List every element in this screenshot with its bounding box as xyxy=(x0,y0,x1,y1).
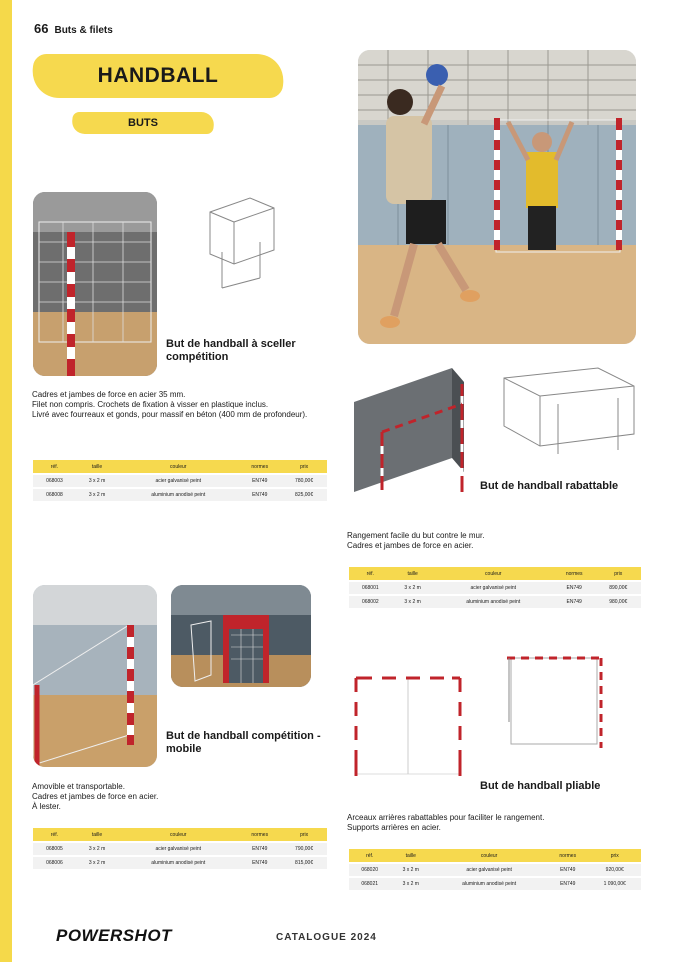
hero-photo-handball-players xyxy=(358,50,636,344)
cell-norms: EN749 xyxy=(553,595,596,608)
col-size: taille xyxy=(76,460,118,474)
table-row xyxy=(349,581,641,595)
desc-line: Arceaux arrières rabattables pour faciliter le rangement. xyxy=(347,813,545,822)
cell-ref: 068001 xyxy=(349,581,392,595)
cell-ref: 068005 xyxy=(33,842,76,856)
price-table-pliable xyxy=(349,849,641,890)
section-name: Buts & filets xyxy=(54,25,113,36)
cell-norms: EN749 xyxy=(553,581,596,595)
desc-line: Supports arrières en acier. xyxy=(347,823,441,832)
col-ref: réf. xyxy=(33,460,76,474)
cell-ref: 068002 xyxy=(349,595,392,608)
cell-price: 815,00€ xyxy=(281,856,327,869)
cell-price: 790,00€ xyxy=(281,842,327,856)
product-desc-pliable xyxy=(347,813,647,833)
col-size: taille xyxy=(390,849,431,863)
table-header-row xyxy=(349,849,641,863)
desc-line: Cadres et jambes de force en acier. xyxy=(32,792,159,801)
desc-line: Cadres et jambes de force en acier 35 mm. xyxy=(32,390,186,399)
page-title: HANDBALL xyxy=(97,64,219,87)
cell-norms: EN749 xyxy=(238,488,281,501)
cell-ref: 068020 xyxy=(349,863,390,877)
cell-norms: EN749 xyxy=(238,856,281,869)
desc-line: Livré avec fourreaux et gonds, pour massif en béton (400 mm de profondeur). xyxy=(32,410,308,419)
col-price: prix xyxy=(588,849,641,863)
desc-line: Rangement facile du but contre le mur. xyxy=(347,531,485,540)
col-color: couleur xyxy=(118,828,238,842)
col-ref: réf. xyxy=(349,849,390,863)
col-ref: réf. xyxy=(349,567,392,581)
product-desc-mobile xyxy=(32,782,232,812)
cell-size: 3 x 2 m xyxy=(76,856,118,869)
cell-size: 3 x 2 m xyxy=(390,877,431,890)
price-table-rabattable xyxy=(349,567,641,608)
cell-size: 3 x 2 m xyxy=(76,488,118,501)
price-table-mobile xyxy=(33,828,327,869)
page-number: 66 xyxy=(34,21,49,36)
cell-norms: EN749 xyxy=(238,474,281,488)
product-sketch-pliable xyxy=(505,652,605,752)
product-desc-rabattable xyxy=(347,531,647,551)
col-price: prix xyxy=(281,460,327,474)
cell-color: acier galvanisé peint xyxy=(118,842,238,856)
desc-line: À lester. xyxy=(32,802,61,811)
cell-norms: EN749 xyxy=(547,863,588,877)
desc-line: Amovible et transportable. xyxy=(32,782,125,791)
product-title-rabattable: But de handball rabattable xyxy=(480,480,619,492)
table-row xyxy=(33,856,327,869)
table-row xyxy=(349,877,641,890)
page-subtitle: BUTS xyxy=(128,117,158,129)
cell-norms: EN749 xyxy=(238,842,281,856)
brand-logo: POWERSHOT xyxy=(56,926,172,945)
col-price: prix xyxy=(281,828,327,842)
table-row xyxy=(349,595,641,608)
cell-color: aluminium anodisé peint xyxy=(118,488,238,501)
col-color: couleur xyxy=(118,460,238,474)
cell-price: 780,00€ xyxy=(281,474,327,488)
cell-color: aluminium anodisé peint xyxy=(434,595,553,608)
desc-line: Cadres et jambes de force en acier. xyxy=(347,541,474,550)
table-row xyxy=(33,474,327,488)
product-photo-rabattable xyxy=(352,362,470,492)
cell-price: 980,00€ xyxy=(595,595,641,608)
cell-ref: 068008 xyxy=(33,488,76,501)
price-table-sceller xyxy=(33,460,327,501)
col-size: taille xyxy=(76,828,118,842)
cell-price: 920,00€ xyxy=(588,863,641,877)
cell-color: acier galvanisé peint xyxy=(434,581,553,595)
product-desc-sceller xyxy=(32,390,332,420)
cell-ref: 068003 xyxy=(33,474,76,488)
product-sketch-rabattable xyxy=(498,364,638,456)
product-title-mobile: But de handball compétition - mobile xyxy=(166,730,321,755)
table-row xyxy=(349,863,641,877)
product-title-sceller: But de handball à sceller compétition xyxy=(166,338,296,363)
col-size: taille xyxy=(392,567,434,581)
table-row xyxy=(33,488,327,501)
cell-ref: 068021 xyxy=(349,877,390,890)
cell-ref: 068006 xyxy=(33,856,76,869)
cell-color: aluminium anodisé peint xyxy=(118,856,238,869)
cell-size: 3 x 2 m xyxy=(392,595,434,608)
cell-color: acier galvanisé peint xyxy=(118,474,238,488)
catalog-label: CATALOGUE 2024 xyxy=(276,932,377,943)
col-ref: réf. xyxy=(33,828,76,842)
cell-price: 825,00€ xyxy=(281,488,327,501)
col-color: couleur xyxy=(434,567,553,581)
col-price: prix xyxy=(595,567,641,581)
col-norms: normes xyxy=(547,849,588,863)
product-sketch-sceller xyxy=(200,192,278,298)
cell-color: aluminium anodisé peint xyxy=(431,877,547,890)
sidebar-accent-bar xyxy=(0,0,12,962)
cell-price: 1 090,00€ xyxy=(588,877,641,890)
col-norms: normes xyxy=(238,828,281,842)
product-photo-pliable xyxy=(352,672,464,782)
col-color: couleur xyxy=(431,849,547,863)
cell-size: 3 x 2 m xyxy=(390,863,431,877)
table-header-row xyxy=(33,828,327,842)
table-header-row xyxy=(33,460,327,474)
cell-color: acier galvanisé peint xyxy=(431,863,547,877)
cell-size: 3 x 2 m xyxy=(76,842,118,856)
table-row xyxy=(33,842,327,856)
table-header-row xyxy=(349,567,641,581)
product-photo-mobile xyxy=(33,585,157,767)
cell-norms: EN749 xyxy=(547,877,588,890)
col-norms: normes xyxy=(238,460,281,474)
col-norms: normes xyxy=(553,567,596,581)
desc-line: Filet non compris. Crochets de fixation à visser en plastique inclus. xyxy=(32,400,269,409)
page-header xyxy=(34,21,113,36)
cell-size: 3 x 2 m xyxy=(76,474,118,488)
product-photo-sceller xyxy=(33,192,157,376)
cell-price: 890,00€ xyxy=(595,581,641,595)
product-photo-mobile-detail xyxy=(171,585,311,687)
cell-size: 3 x 2 m xyxy=(392,581,434,595)
product-title-pliable: But de handball pliable xyxy=(480,780,601,792)
